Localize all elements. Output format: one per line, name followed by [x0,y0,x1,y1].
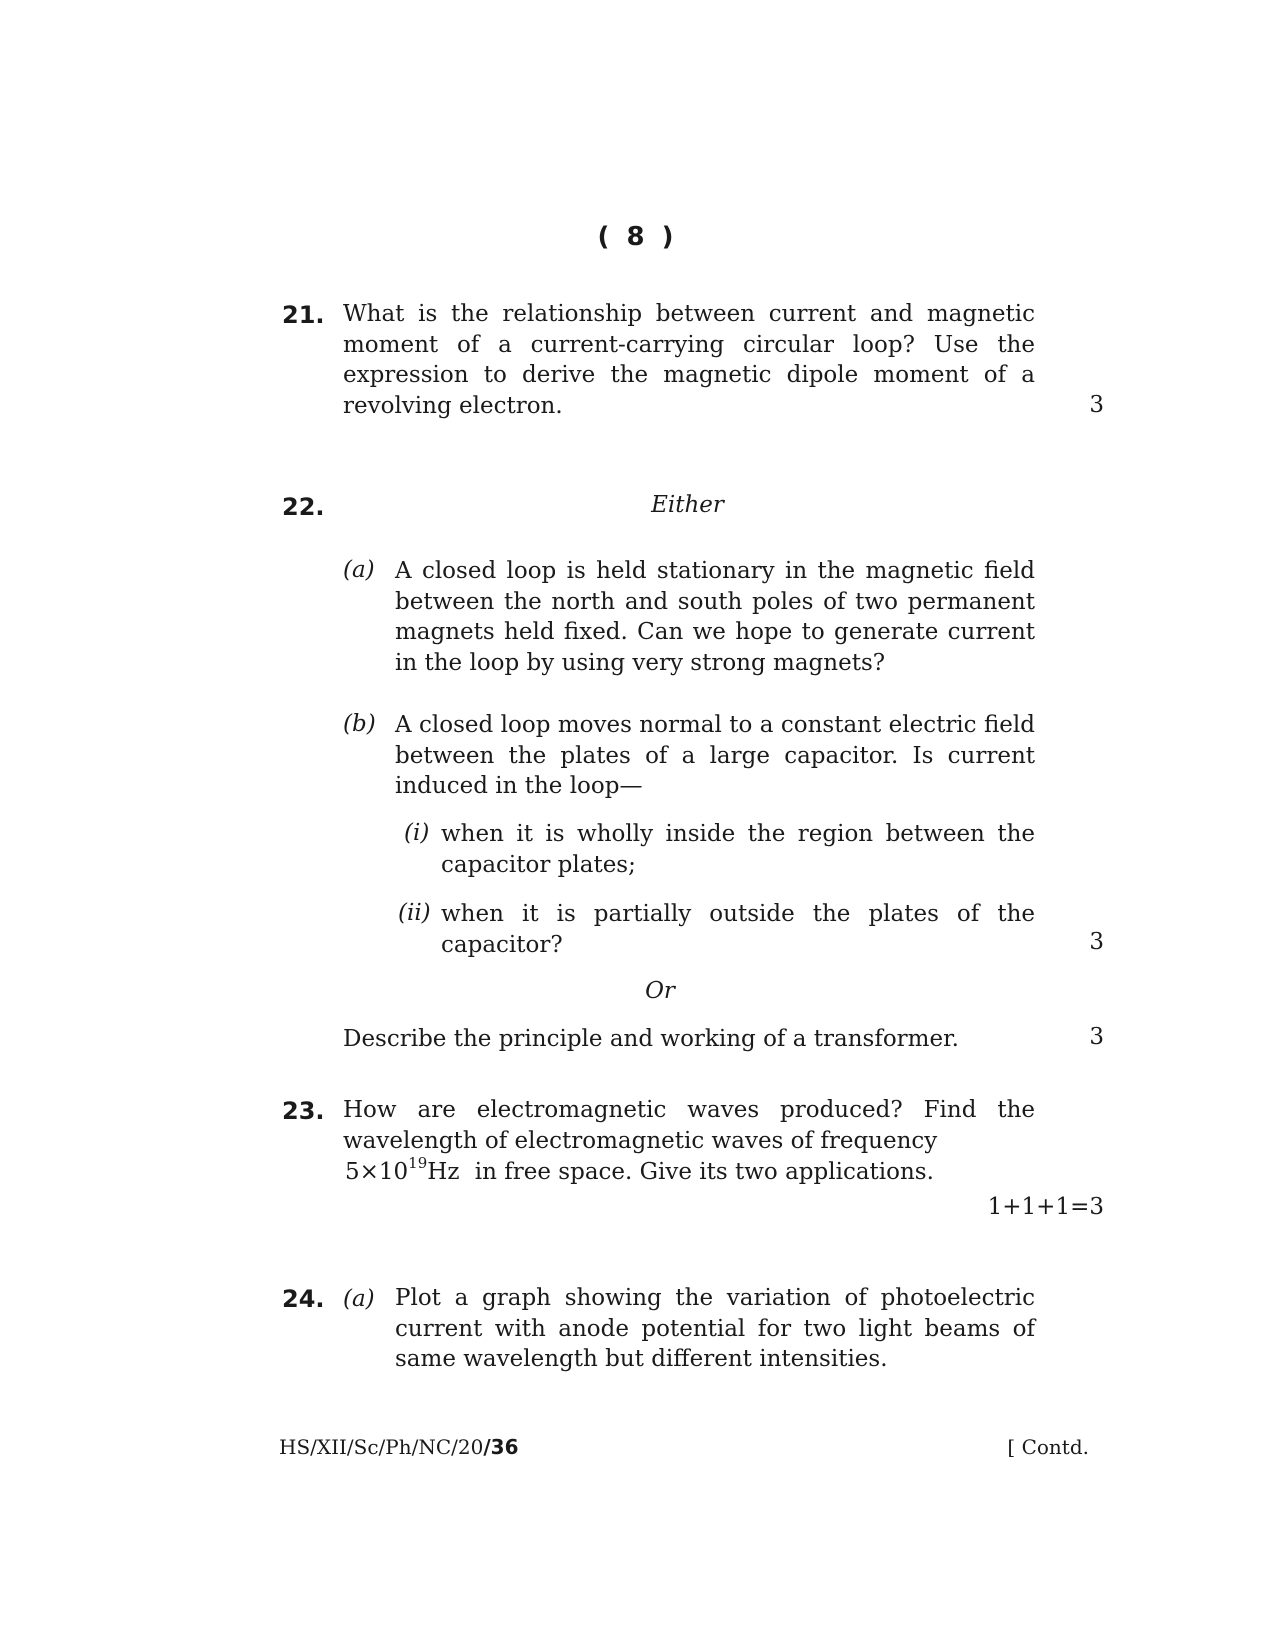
question-22a-text: A closed loop is held stationary in the magnetic field between the north and south poles of two permanent magnets held fixed. Can we hope to generate current in the loop by using very strong magnets? [395,558,1035,676]
question-22b-text: A closed loop moves normal to a constant electric field between the plates of a large capacitor. Is current induced in the loop— [395,712,1035,799]
or-heading: Or [645,978,675,1004]
question-23-text: How are electromagnetic waves produced? Find the wavelength of electromagnetic waves of frequency [343,1097,1035,1154]
question-22-or-text: Describe the principle and working of a transformer. [343,1026,959,1052]
question-21-text: What is the relationship between current and magnetic moment of a current-carrying circular loop? Use the expression to derive the magnetic dipole moment of a revolving electron. [343,301,1035,419]
either-heading: Either [651,492,724,518]
frequency-exponent: 19 [408,1154,428,1173]
contd-label: [ Contd. [1007,1435,1089,1459]
question-22b-label: (b) [343,711,376,737]
frequency-unit: Hz [427,1159,460,1185]
question-22b-ii-text: when it is partially outside the plates of the capacitor? [441,901,1035,958]
question-22b-i-label: (i) [404,820,430,846]
question-24-number: 24. [282,1285,325,1313]
question-22b-i-text: when it is wholly inside the region between the capacitor plates; [441,821,1035,878]
question-22-number: 22. [282,493,325,521]
page-number: ( 8 ) [597,222,678,252]
frequency-base: 5×10 [345,1159,409,1185]
paper-code-text: HS/XII/Sc/Ph/NC/20 [279,1435,484,1459]
question-22-or-marks: 3 [1089,1024,1104,1050]
question-21-number: 21. [282,301,325,329]
question-22a-label: (a) [343,557,375,583]
question-23-frequency-line [345,1154,934,1188]
question-23-marks: 1+1+1=3 [987,1194,1104,1220]
question-21-marks: 3 [1089,392,1104,418]
question-22b-ii-label: (ii) [398,900,431,926]
question-24a-label: (a) [343,1286,375,1312]
question-23-number: 23. [282,1097,325,1125]
paper-code-suffix: /36 [483,1435,519,1459]
question-22-either-marks: 3 [1089,929,1104,955]
question-24a-text: Plot a graph showing the variation of photoelectric current with anode potential for two light beams of same wavelength but different intensities. [395,1285,1035,1372]
question-23-text-end: in free space. Give its two applications. [474,1159,934,1185]
paper-code [279,1435,519,1459]
